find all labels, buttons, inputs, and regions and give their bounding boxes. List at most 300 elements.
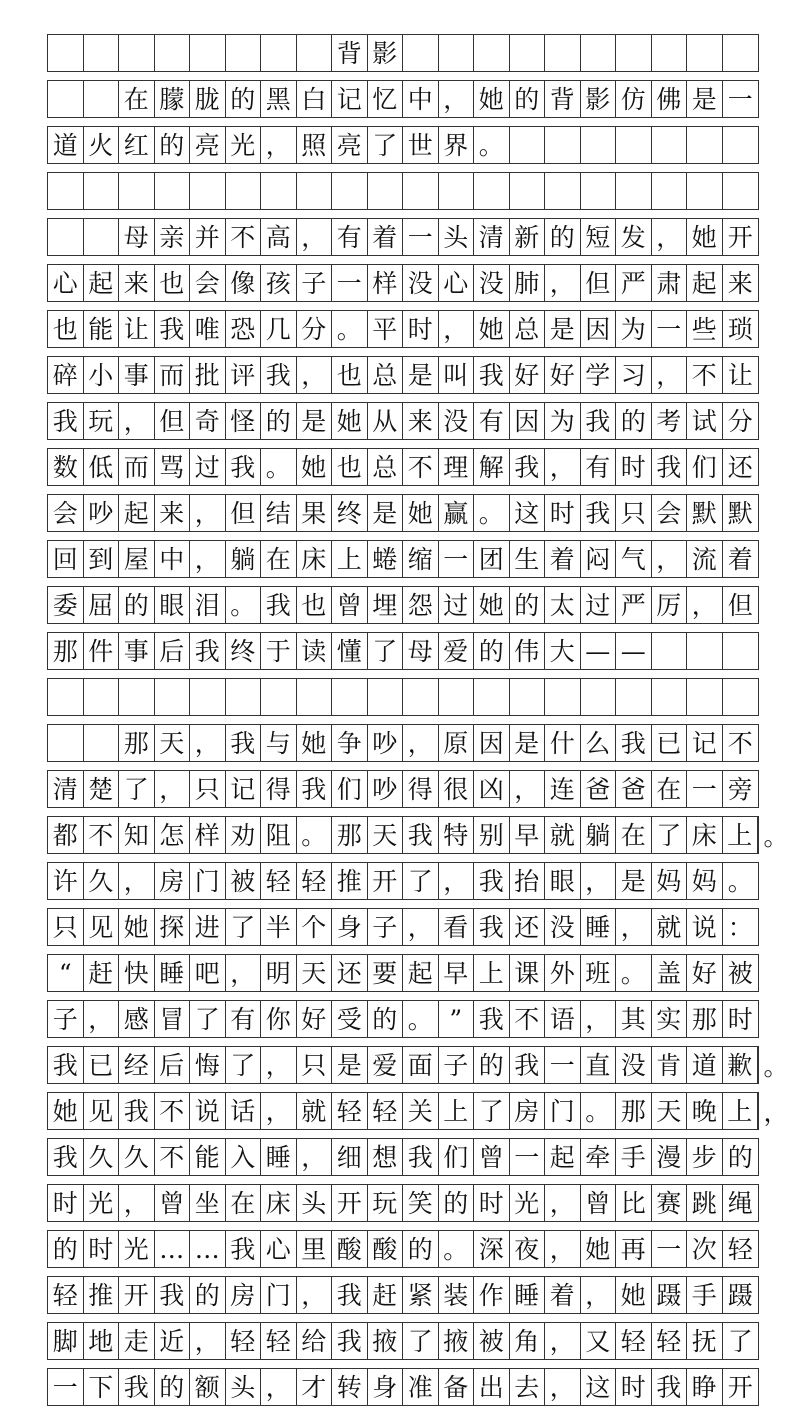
- grid-cell: 我: [616, 725, 652, 761]
- grid-cell: 开: [368, 863, 404, 899]
- grid-cell: [652, 127, 688, 163]
- grid-cell: 我: [581, 495, 617, 531]
- grid-cell: 我: [261, 587, 297, 623]
- grid-row: [47, 724, 759, 762]
- grid-cell: ，: [297, 1139, 333, 1175]
- grid-cell: 好: [687, 955, 723, 991]
- grid-cell: 坐: [190, 1185, 226, 1221]
- grid-cell: 手: [616, 1139, 652, 1175]
- grid-cell: [439, 173, 475, 209]
- grid-cell: 流: [687, 541, 723, 577]
- grid-cell: 数: [48, 449, 84, 485]
- grid-cell: 曾: [332, 587, 368, 623]
- grid-cell: ，: [439, 863, 475, 899]
- grid-cell: 已: [652, 725, 688, 761]
- grid-cell: 会: [190, 265, 226, 301]
- grid-cell: 我: [332, 1277, 368, 1313]
- grid-cell: [687, 127, 723, 163]
- grid-cell: 的: [616, 403, 652, 439]
- grid-cell: 一: [403, 219, 439, 255]
- grid-cell: 亮: [190, 127, 226, 163]
- grid-cell: 的: [155, 1369, 191, 1405]
- grid-cell: 一: [652, 1231, 688, 1267]
- grid-cell: 厉: [652, 587, 688, 623]
- grid-cell: 那: [332, 817, 368, 853]
- grid-cell: 里: [297, 1231, 333, 1267]
- grid-cell: 赢: [439, 495, 475, 531]
- grid-cell: 说: [190, 1093, 226, 1129]
- grid-cell: 。: [261, 449, 297, 485]
- grid-cell: 的: [119, 587, 155, 623]
- grid-cell: 蹑: [727, 1280, 753, 1310]
- grid-cell: 的: [261, 403, 297, 439]
- grid-cell: 了: [226, 1047, 262, 1083]
- grid-cell: 床: [261, 1185, 297, 1221]
- grid-row: [47, 770, 759, 808]
- grid-cell: 装: [439, 1277, 475, 1313]
- grid-cell: 一: [439, 541, 475, 577]
- grid-cell: 爸: [616, 771, 652, 807]
- grid-cell: 了: [727, 1326, 753, 1356]
- grid-cell: “: [48, 955, 84, 991]
- grid-cell: 给: [297, 1323, 333, 1359]
- grid-cell: 时: [474, 1185, 510, 1221]
- grid-cell: 不: [226, 219, 262, 255]
- grid-cell: [368, 679, 404, 715]
- grid-cell: 只: [297, 1047, 333, 1083]
- grid-cell: 阻: [261, 817, 297, 853]
- grid-cell: 我: [226, 449, 262, 485]
- grid-cell: 严: [616, 265, 652, 301]
- grid-cell: 明: [261, 955, 297, 991]
- grid-cell: [439, 35, 475, 71]
- grid-cell: [48, 81, 84, 117]
- grid-cell: 来: [119, 265, 155, 301]
- grid-cell: 心: [48, 265, 84, 301]
- grid-cell: 次: [687, 1231, 723, 1267]
- grid-cell: 。: [474, 495, 510, 531]
- grid-cell: 原: [439, 725, 475, 761]
- grid-cell: 子: [48, 1001, 84, 1037]
- grid-cell: 平: [368, 311, 404, 347]
- grid-cell: 她: [474, 587, 510, 623]
- grid-row: [47, 1230, 759, 1268]
- grid-cell: 我: [474, 357, 510, 393]
- grid-row: [47, 1322, 759, 1360]
- grid-cell: 已: [84, 1047, 120, 1083]
- grid-cell: 后: [155, 1047, 191, 1083]
- grid-cell: [155, 679, 191, 715]
- grid-cell: 还: [510, 909, 546, 945]
- grid-cell: 轻: [332, 1093, 368, 1129]
- grid-cell: 了: [226, 909, 262, 945]
- grid-cell: 被: [727, 958, 753, 988]
- grid-cell: 我: [155, 311, 191, 347]
- grid-cell: 我: [474, 1001, 510, 1037]
- grid-cell: 连: [545, 771, 581, 807]
- grid-cell: [723, 35, 759, 71]
- grid-cell: [48, 173, 84, 209]
- grid-cell: 起: [687, 265, 723, 301]
- grid-cell: 曾: [581, 1185, 617, 1221]
- grid-cell: 学: [581, 357, 617, 393]
- grid-cell: ，: [545, 1185, 581, 1221]
- grid-row: [47, 494, 759, 532]
- grid-cell: 轻: [261, 1323, 297, 1359]
- grid-cell: 我: [226, 1231, 262, 1267]
- margin-punctuation: ，: [763, 1098, 789, 1127]
- grid-row: [47, 816, 789, 854]
- grid-cell: [474, 679, 510, 715]
- grid-cell: 并: [190, 219, 226, 255]
- grid-cell: 她: [687, 219, 723, 255]
- grid-cell: 开: [727, 222, 753, 252]
- grid-cell: 赛: [652, 1185, 688, 1221]
- grid-cell: 推: [332, 863, 368, 899]
- grid-cell: 会: [652, 495, 688, 531]
- grid-cell: 不: [727, 728, 753, 758]
- grid-cell: 母: [403, 633, 439, 669]
- grid-cell: [545, 679, 581, 715]
- grid-cell: 我: [119, 1093, 155, 1129]
- grid-cell: 忆: [368, 81, 404, 117]
- grid-cell: ，: [581, 1001, 617, 1037]
- grid-cell: 一: [510, 1139, 546, 1175]
- grid-cell: 心: [439, 265, 475, 301]
- grid-cell: 让: [119, 311, 155, 347]
- grid-cell: [84, 725, 120, 761]
- grid-cell: 我: [474, 909, 510, 945]
- grid-cell: [84, 173, 120, 209]
- grid-cell: ，: [403, 909, 439, 945]
- grid-cell: [687, 679, 723, 715]
- grid-cell: 眼: [155, 587, 191, 623]
- grid-cell: [652, 35, 688, 71]
- grid-cell: [297, 35, 333, 71]
- grid-cell: 夜: [510, 1231, 546, 1267]
- grid-cell: 爱: [368, 1047, 404, 1083]
- grid-cell: [297, 679, 333, 715]
- grid-cell: 许: [48, 863, 84, 899]
- grid-cell: 后: [155, 633, 191, 669]
- grid-cell: 时: [616, 1369, 652, 1405]
- grid-cell: ，: [439, 311, 475, 347]
- grid-cell: [48, 35, 84, 71]
- grid-cell: [226, 173, 262, 209]
- grid-cell: 了: [368, 127, 404, 163]
- grid-cell: 照: [297, 127, 333, 163]
- grid-row: [47, 908, 759, 946]
- grid-cell: [48, 725, 84, 761]
- grid-cell: 晚: [687, 1093, 723, 1129]
- grid-cell: [368, 173, 404, 209]
- grid-cell: 着: [545, 1277, 581, 1313]
- grid-cell: 的: [48, 1231, 84, 1267]
- grid-cell: [332, 679, 368, 715]
- grid-cell: ，: [652, 541, 688, 577]
- grid-cell: 要: [368, 955, 404, 991]
- grid-cell: [616, 35, 652, 71]
- grid-cell: 她: [403, 495, 439, 531]
- grid-cell: 了: [119, 771, 155, 807]
- grid-cell: 得: [261, 771, 297, 807]
- grid-cell: 因: [581, 311, 617, 347]
- grid-cell: 于: [261, 633, 297, 669]
- grid-cell: 吧: [190, 955, 226, 991]
- grid-cell: [510, 679, 546, 715]
- grid-cell: 一: [687, 771, 723, 807]
- grid-cell: 时: [616, 449, 652, 485]
- grid-cell: 语: [545, 1001, 581, 1037]
- grid-cell: 着: [727, 544, 753, 574]
- grid-cell: 在: [226, 1185, 262, 1221]
- grid-cell: 没: [474, 265, 510, 301]
- grid-cell: 。: [616, 955, 652, 991]
- grid-cell: [510, 127, 546, 163]
- grid-cell: 闷: [581, 541, 617, 577]
- grid-cell: 半: [261, 909, 297, 945]
- grid-cell: 肯: [652, 1047, 688, 1083]
- grid-cell: 样: [368, 265, 404, 301]
- grid-cell: 。: [439, 1231, 475, 1267]
- grid-cell: 轻: [652, 1323, 688, 1359]
- grid-cell: 习: [616, 357, 652, 393]
- grid-cell: 别: [474, 817, 510, 853]
- grid-cell: 就: [652, 909, 688, 945]
- grid-cell: —: [581, 633, 617, 669]
- grid-cell: 快: [119, 955, 155, 991]
- grid-cell: 盖: [652, 955, 688, 991]
- grid-cell: 着: [545, 541, 581, 577]
- grid-cell: 她: [474, 311, 510, 347]
- grid-cell: 只: [48, 909, 84, 945]
- grid-cell: 酸: [332, 1231, 368, 1267]
- grid-cell: 的: [727, 1142, 753, 1172]
- grid-cell: 回: [48, 541, 84, 577]
- grid-cell: 也: [332, 449, 368, 485]
- grid-cell: 就: [297, 1093, 333, 1129]
- grid-cell: 是: [687, 81, 723, 117]
- grid-cell: 我: [403, 1139, 439, 1175]
- grid-cell: 笑: [403, 1185, 439, 1221]
- grid-cell: [474, 173, 510, 209]
- grid-cell: 时: [84, 1231, 120, 1267]
- grid-cell: 课: [510, 955, 546, 991]
- grid-cell: [723, 679, 759, 715]
- grid-cell: 深: [474, 1231, 510, 1267]
- grid-cell: 知: [119, 817, 155, 853]
- grid-cell: 掖: [439, 1323, 475, 1359]
- grid-cell: 怨: [403, 587, 439, 623]
- grid-cell: 上: [474, 955, 510, 991]
- grid-cell: 想: [368, 1139, 404, 1175]
- grid-cell: 一: [727, 84, 753, 114]
- grid-cell: [190, 173, 226, 209]
- grid-cell: ，: [119, 1185, 155, 1221]
- grid-cell: 门: [190, 863, 226, 899]
- grid-cell: ，: [155, 771, 191, 807]
- grid-cell: 事: [119, 357, 155, 393]
- grid-row: [47, 1000, 759, 1038]
- grid-cell: 开: [119, 1277, 155, 1313]
- grid-cell: 久: [84, 863, 120, 899]
- grid-cell: 到: [84, 541, 120, 577]
- grid-cell: 叫: [439, 357, 475, 393]
- grid-cell: 天: [368, 817, 404, 853]
- grid-cell: ，: [687, 587, 723, 623]
- grid-cell: 有: [581, 449, 617, 485]
- grid-cell: 时: [403, 311, 439, 347]
- grid-cell: [155, 173, 191, 209]
- grid-cell: 我: [510, 449, 546, 485]
- grid-cell: 起: [403, 955, 439, 991]
- grid-cell: [119, 35, 155, 71]
- grid-cell: 额: [190, 1369, 226, 1405]
- grid-row: [47, 1368, 759, 1406]
- grid-cell: ，: [297, 357, 333, 393]
- grid-cell: …: [155, 1231, 191, 1267]
- grid-cell: ，: [545, 1231, 581, 1267]
- grid-cell: 肃: [652, 265, 688, 301]
- grid-cell: 备: [439, 1369, 475, 1405]
- grid-cell: 没: [616, 1047, 652, 1083]
- grid-cell: 光: [119, 1231, 155, 1267]
- grid-cell: 是: [545, 311, 581, 347]
- grid-cell: 的: [510, 81, 546, 117]
- grid-cell: 天: [155, 725, 191, 761]
- grid-cell: ，: [261, 1047, 297, 1083]
- grid-cell: [155, 35, 191, 71]
- grid-cell: 分: [727, 406, 753, 436]
- grid-cell: 没: [403, 265, 439, 301]
- grid-cell: ，: [190, 495, 226, 531]
- grid-cell: ，: [652, 219, 688, 255]
- grid-cell: 。: [581, 1093, 617, 1129]
- grid-cell: 背: [332, 35, 368, 71]
- grid-cell: 劝: [226, 817, 262, 853]
- grid-cell: ，: [261, 1093, 297, 1129]
- grid-cell: 光: [510, 1185, 546, 1221]
- grid-cell: ，: [545, 1323, 581, 1359]
- grid-cell: 来: [727, 268, 753, 298]
- grid-cell: 好: [510, 357, 546, 393]
- grid-cell: 亲: [155, 219, 191, 255]
- grid-cell: 们: [439, 1139, 475, 1175]
- grid-cell: 一: [652, 311, 688, 347]
- grid-cell: 的: [403, 1231, 439, 1267]
- grid-cell: [616, 679, 652, 715]
- grid-row: [47, 310, 759, 348]
- grid-cell: …: [190, 1231, 226, 1267]
- grid-cell: 抚: [687, 1323, 723, 1359]
- grid-cell: 还: [332, 955, 368, 991]
- grid-cell: 手: [687, 1277, 723, 1313]
- grid-cell: [190, 35, 226, 71]
- grid-cell: 了: [368, 633, 404, 669]
- grid-cell: 话: [226, 1093, 262, 1129]
- grid-cell: 轻: [368, 1093, 404, 1129]
- grid-cell: 的: [226, 81, 262, 117]
- grid-cell: 冒: [155, 1001, 191, 1037]
- grid-cell: 佛: [652, 81, 688, 117]
- grid-row: [47, 1276, 759, 1314]
- grid-cell: 妈: [687, 863, 723, 899]
- grid-cell: 是: [510, 725, 546, 761]
- grid-cell: 推: [84, 1277, 120, 1313]
- grid-cell: 我: [403, 817, 439, 853]
- grid-cell: [545, 173, 581, 209]
- grid-cell: 有: [332, 219, 368, 255]
- grid-cell: 白: [297, 81, 333, 117]
- grid-cell: 再: [616, 1231, 652, 1267]
- grid-row: [47, 586, 759, 624]
- grid-cell: 妈: [652, 863, 688, 899]
- grid-row: [47, 34, 759, 72]
- grid-cell: ，: [261, 127, 297, 163]
- grid-cell: [652, 173, 688, 209]
- grid-cell: 地: [84, 1323, 120, 1359]
- grid-cell: 总: [368, 357, 404, 393]
- grid-cell: ：: [727, 912, 753, 942]
- grid-cell: 特: [439, 817, 475, 853]
- grid-cell: 解: [474, 449, 510, 485]
- grid-cell: [332, 173, 368, 209]
- grid-cell: 我: [474, 863, 510, 899]
- grid-cell: 光: [84, 1185, 120, 1221]
- grid-cell: ，: [297, 1277, 333, 1313]
- grid-cell: 爱: [439, 633, 475, 669]
- grid-cell: 她: [119, 909, 155, 945]
- grid-cell: 但: [226, 495, 262, 531]
- grid-cell: 曾: [155, 1185, 191, 1221]
- grid-cell: 说: [687, 909, 723, 945]
- grid-cell: 班: [581, 955, 617, 991]
- grid-cell: 胧: [190, 81, 226, 117]
- grid-cell: 这: [581, 1369, 617, 1405]
- grid-cell: 身: [332, 909, 368, 945]
- grid-cell: 光: [226, 127, 262, 163]
- grid-cell: 因: [510, 403, 546, 439]
- grid-cell: [119, 173, 155, 209]
- grid-cell: [687, 633, 723, 669]
- grid-cell: 都: [48, 817, 84, 853]
- grid-cell: 那: [48, 633, 84, 669]
- grid-cell: 轻: [48, 1277, 84, 1313]
- grid-cell: ，: [261, 1369, 297, 1405]
- grid-cell: 开: [332, 1185, 368, 1221]
- grid-cell: 了: [190, 1001, 226, 1037]
- grid-cell: 母: [119, 219, 155, 255]
- grid-cell: [403, 679, 439, 715]
- grid-cell: 是: [368, 495, 404, 531]
- grid-cell: 玩: [84, 403, 120, 439]
- grid-cell: [652, 633, 688, 669]
- grid-cell: 好: [545, 357, 581, 393]
- grid-cell: 一: [332, 265, 368, 301]
- grid-cell: 轻: [297, 863, 333, 899]
- grid-row: [47, 862, 759, 900]
- grid-cell: 你: [261, 1001, 297, 1037]
- grid-cell: 道: [48, 127, 84, 163]
- grid-cell: 作: [474, 1277, 510, 1313]
- grid-cell: 直: [581, 1047, 617, 1083]
- grid-cell: 角: [510, 1323, 546, 1359]
- grid-cell: 歉: [723, 1047, 759, 1083]
- grid-row: [47, 126, 759, 164]
- grid-cell: 我: [332, 1323, 368, 1359]
- grid-cell: 天: [652, 1093, 688, 1129]
- grid-cell: 时: [727, 1004, 753, 1034]
